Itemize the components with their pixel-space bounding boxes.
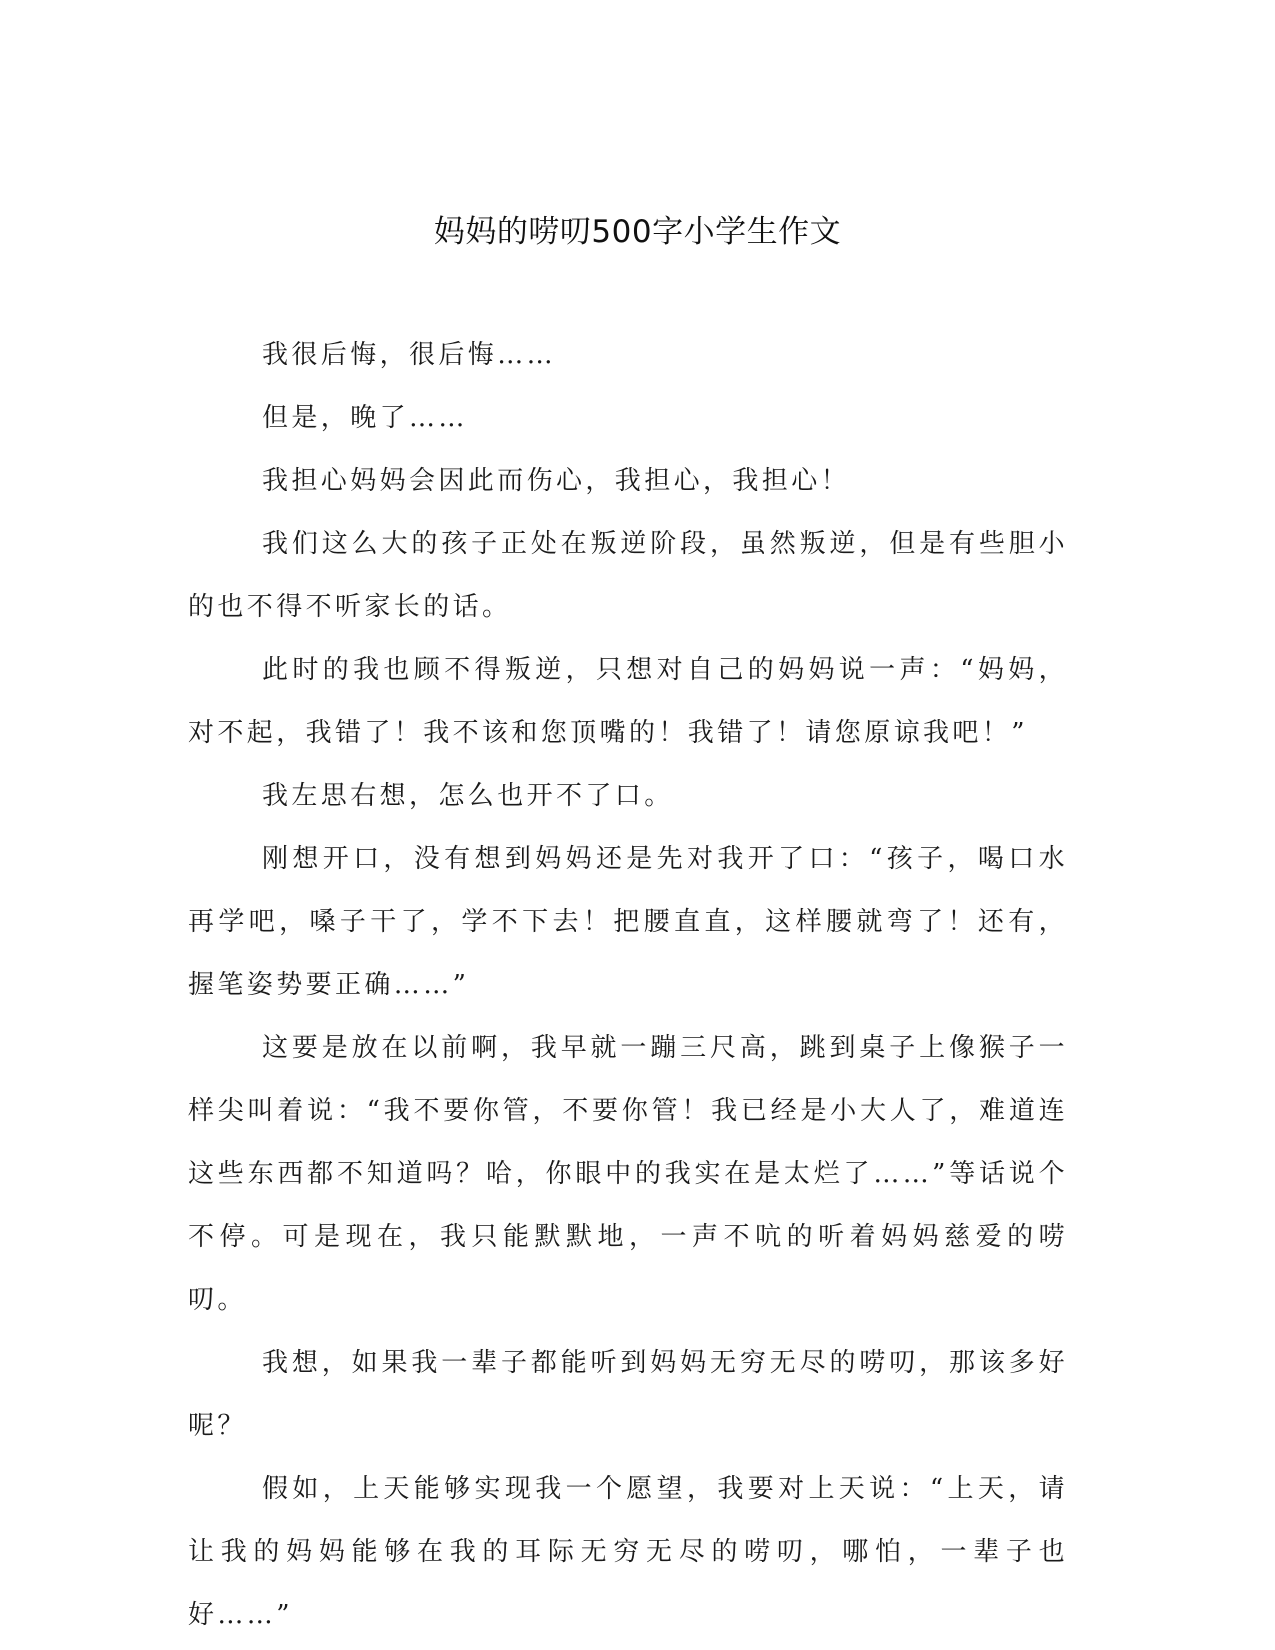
paragraph: 刚想开口，没有想到妈妈还是先对我开了口：“孩子，喝口水再学吧，嗓子干了，学不下去！把腰直直，这样腰就弯了！还有，握笔姿势要正确……” (188, 844, 1068, 1000)
paragraph: 这要是放在以前啊，我早就一蹦三尺高，跳到桌子上像猴子一样尖叫着说：“我不要你管，不要你管！我已经是小大人了，难道连这些东西都不知道吗？哈，你眼中的我实在是太烂了……”等话说个不停。可是现在，我只能默默地，一声不吭的听着妈妈慈爱的唠叨。 (188, 1033, 1068, 1315)
paragraph: 我很后悔，很后悔…… (262, 340, 557, 370)
paragraph: 我左思右想，怎么也开不了口。 (262, 781, 674, 811)
document-title: 妈妈的唠叨500字小学生作文 (433, 214, 842, 250)
document-body (188, 324, 1068, 1647)
paragraph: 我担心妈妈会因此而伤心，我担心，我担心！ (262, 466, 851, 496)
paragraph: 我们这么大的孩子正处在叛逆阶段，虽然叛逆，但是有些胆小的也不得不听家长的话。 (188, 529, 1068, 622)
paragraph: 但是，晚了…… (262, 403, 468, 433)
paragraph: 我想，如果我一辈子都能听到妈妈无穷无尽的唠叨，那该多好呢？ (188, 1348, 1068, 1441)
paragraph: 此时的我也顾不得叛逆，只想对自己的妈妈说一声：“妈妈，对不起，我错了！我不该和您顶嘴的！我错了！请您原谅我吧！” (188, 655, 1068, 748)
paragraph: 假如，上天能够实现我一个愿望，我要对上天说：“上天，请让我的妈妈能够在我的耳际无穷无尽的唠叨，哪怕，一辈子也好……” (188, 1474, 1068, 1630)
